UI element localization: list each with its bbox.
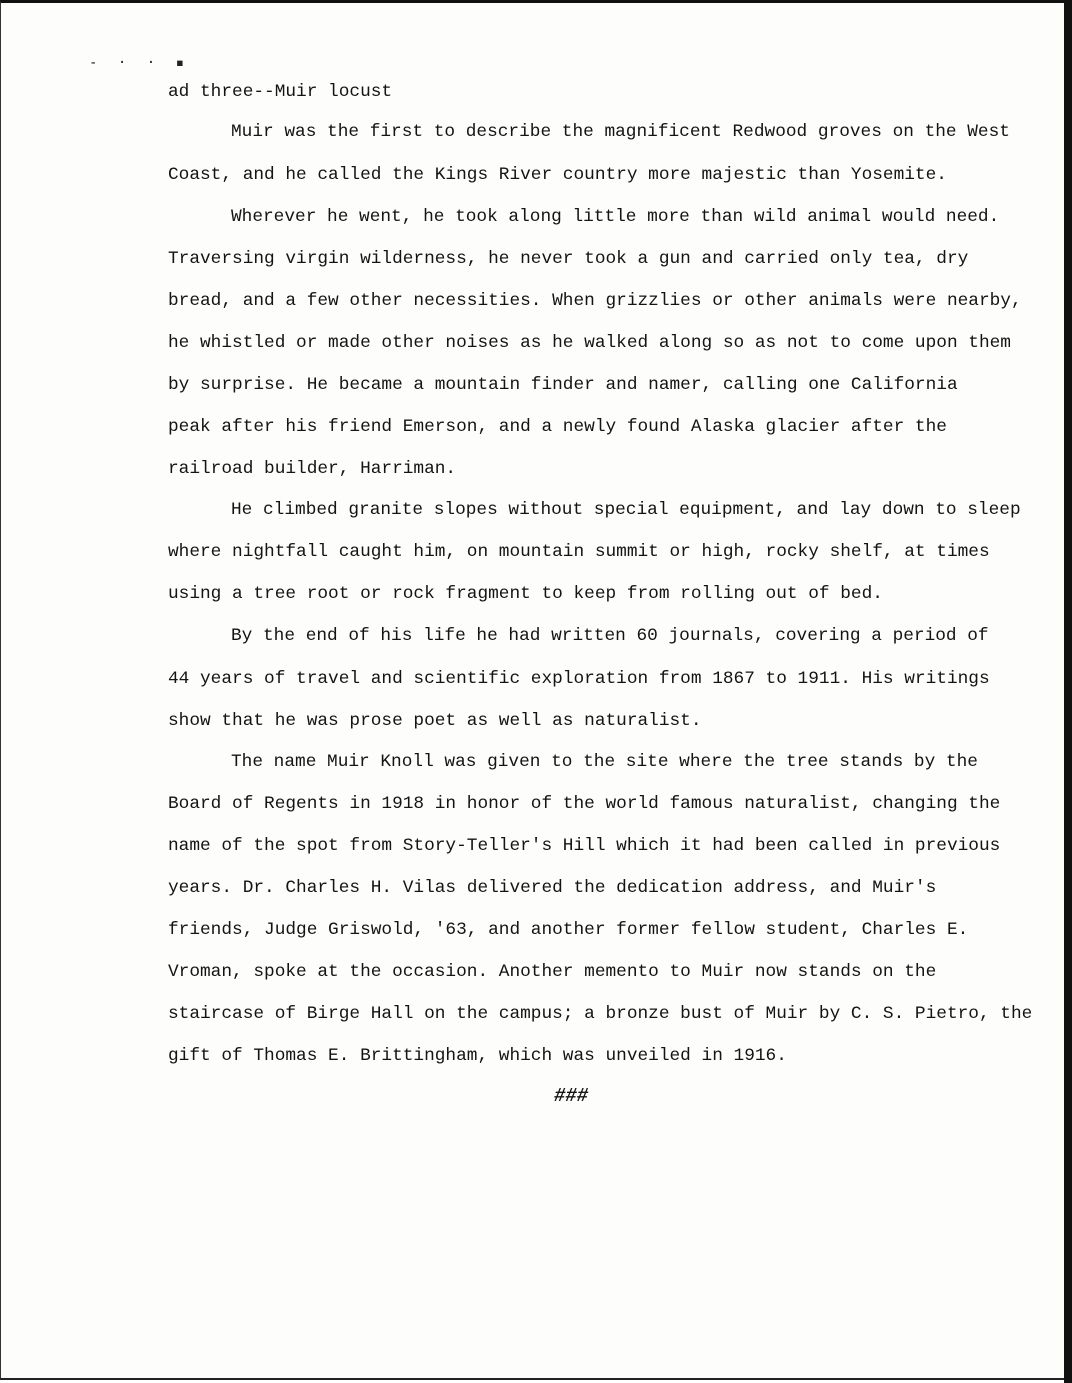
body-line: friends, Judge Griswold, '63, and another former fellow student, Charles E. xyxy=(168,920,969,940)
body-line: gift of Thomas E. Brittingham, which was unveiled in 1916. xyxy=(168,1046,787,1066)
body-line: Traversing virgin wilderness, he never took a gun and carried only tea, dry xyxy=(168,249,969,269)
scan-edge xyxy=(1064,3,1072,1383)
body-line: Wherever he went, he took along little more than wild animal would need. xyxy=(231,207,1000,227)
end-mark: ### xyxy=(554,1085,589,1107)
body-line: railroad builder, Harriman. xyxy=(168,459,457,479)
body-line: show that he was prose poet as well as naturalist. xyxy=(168,711,702,731)
body-line: Coast, and he called the Kings River country more majestic than Yosemite. xyxy=(168,165,947,185)
body-line: where nightfall caught him, on mountain summit or high, rocky shelf, at times xyxy=(168,542,990,562)
body-line: by surprise. He became a mountain finder and namer, calling one California xyxy=(168,375,958,395)
body-line: using a tree root or rock fragment to keep from rolling out of bed. xyxy=(168,584,883,604)
body-line: peak after his friend Emerson, and a newly found Alaska glacier after the xyxy=(168,417,947,437)
body-line: staircase of Birge Hall on the campus; a bronze bust of Muir by C. S. Pietro, the xyxy=(168,1004,1033,1024)
body-line: The name Muir Knoll was given to the site where the tree stands by the xyxy=(231,752,978,772)
body-line: bread, and a few other necessities. When grizzlies or other animals were nearby, xyxy=(168,291,1022,311)
body-line: By the end of his life he had written 60 journals, covering a period of xyxy=(231,626,989,646)
body-line: he whistled or made other noises as he walked along so as not to come upon them xyxy=(168,333,1011,353)
body-line: 44 years of travel and scientific exploration from 1867 to 1911. His writings xyxy=(168,669,990,689)
running-head: ad three--Muir locust xyxy=(168,82,393,102)
body-line: He climbed granite slopes without special equipment, and lay down to sleep xyxy=(231,500,1021,520)
body-line: Muir was the first to describe the magnificent Redwood groves on the West xyxy=(231,122,1010,142)
header-marks: - · · ▪ xyxy=(89,55,191,71)
body-line: Board of Regents in 1918 in honor of the world famous naturalist, changing the xyxy=(168,794,1001,814)
body-line: years. Dr. Charles H. Vilas delivered the dedication address, and Muir's xyxy=(168,878,937,898)
body-line: name of the spot from Story-Teller's Hill which it had been called in previous xyxy=(168,836,1001,856)
body-line: Vroman, spoke at the occasion. Another memento to Muir now stands on the xyxy=(168,962,937,982)
